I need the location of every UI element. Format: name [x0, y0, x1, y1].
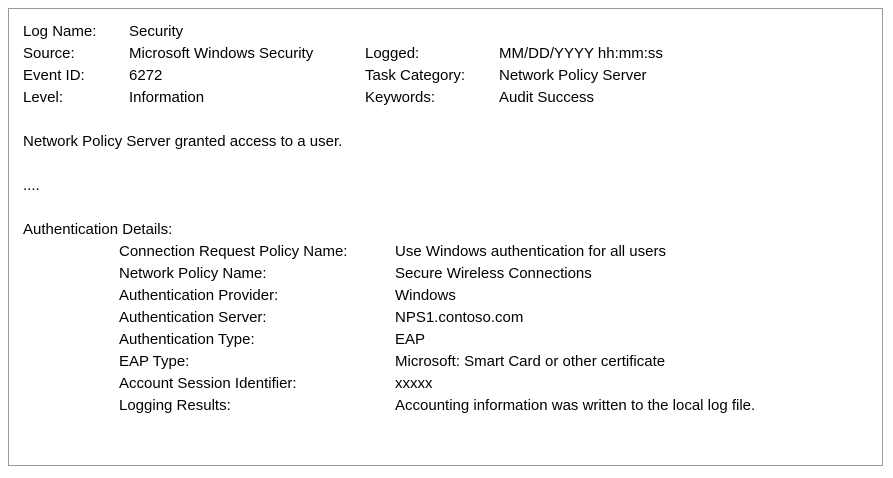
- connection-request-policy-name-label: Connection Request Policy Name:: [119, 243, 348, 260]
- details-row: [119, 351, 755, 373]
- network-policy-name-label: Network Policy Name:: [119, 265, 267, 282]
- details-row: [119, 329, 755, 351]
- authentication-type-label: Authentication Type:: [119, 331, 255, 348]
- eap-type-label: EAP Type:: [119, 353, 190, 370]
- logging-results-value: Accounting information was written to the local log file.: [395, 397, 756, 414]
- authentication-server-value: NPS1.contoso.com: [395, 309, 524, 326]
- authentication-provider-label: Authentication Provider:: [119, 287, 279, 304]
- authentication-provider-value: Windows: [395, 287, 456, 304]
- level-label: Level:: [23, 89, 64, 106]
- header-value-empty: [499, 21, 663, 43]
- event-id-value: 6272: [129, 67, 163, 84]
- task-category-label: Task Category:: [365, 67, 466, 84]
- event-header-row: [23, 87, 663, 109]
- details-row: [119, 263, 755, 285]
- eap-type-value: Microsoft: Smart Card or other certificate: [395, 353, 666, 370]
- level-value: Information: [129, 89, 205, 106]
- connection-request-policy-name-value: Use Windows authentication for all users: [395, 243, 666, 260]
- event-header-table: [23, 21, 663, 109]
- event-header-row: [23, 43, 663, 65]
- authentication-type-value: EAP: [395, 331, 426, 348]
- logged-value: MM/DD/YYYY hh:mm:ss: [499, 45, 663, 62]
- event-truncation-ellipsis: ....: [23, 177, 40, 194]
- event-details-card: [8, 8, 883, 466]
- network-policy-name-value: Secure Wireless Connections: [395, 265, 592, 282]
- log-name-label: Log Name:: [23, 23, 97, 40]
- account-session-identifier-label: Account Session Identifier:: [119, 375, 297, 392]
- details-row: [119, 307, 755, 329]
- source-value: Microsoft Windows Security: [129, 45, 314, 62]
- event-header-row: [23, 21, 663, 43]
- details-row: [119, 241, 755, 263]
- account-session-identifier-value: xxxxx: [395, 375, 433, 392]
- keywords-value: Audit Success: [499, 89, 595, 106]
- authentication-server-label: Authentication Server:: [119, 309, 267, 326]
- details-row: [119, 395, 755, 417]
- event-summary-text: Network Policy Server granted access to a user.: [23, 133, 343, 150]
- logging-results-label: Logging Results:: [119, 397, 231, 414]
- source-label: Source:: [23, 45, 75, 62]
- logged-label: Logged:: [365, 45, 420, 62]
- authentication-details-heading: Authentication Details:: [23, 221, 173, 238]
- task-category-value: Network Policy Server: [499, 67, 647, 84]
- log-name-value: Security: [129, 23, 184, 40]
- event-header-row: [23, 65, 663, 87]
- event-id-label: Event ID:: [23, 67, 85, 84]
- event-card-content: [9, 9, 882, 417]
- authentication-details-table: [119, 241, 755, 417]
- details-row: [119, 373, 755, 395]
- details-row: [119, 285, 755, 307]
- header-label-empty: [365, 21, 499, 43]
- keywords-label: Keywords:: [365, 89, 436, 106]
